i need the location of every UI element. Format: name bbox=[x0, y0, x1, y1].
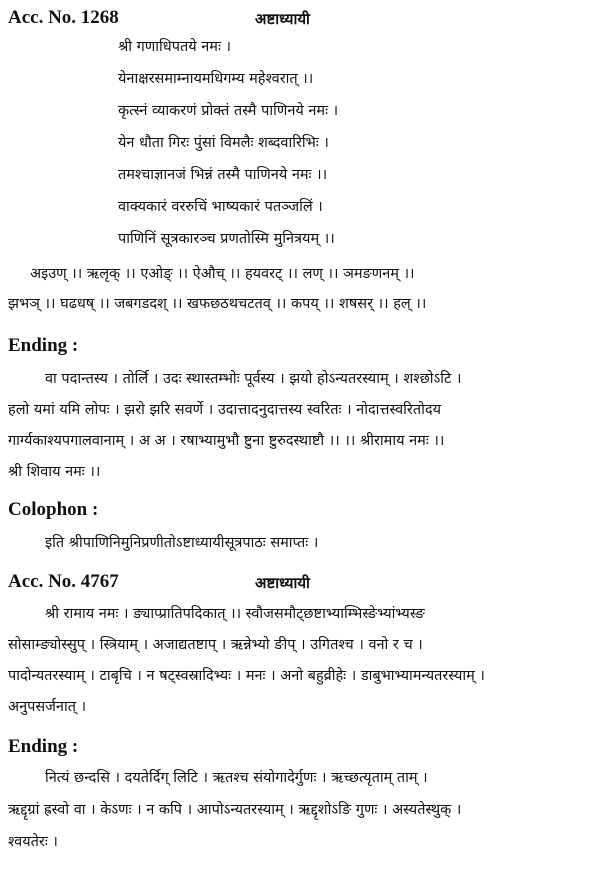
opening-line: पादोन्यतरस्याम् । टाबृचि । न षट्स्वस्रादिभ्यः । मनः । अनो बहुव्रीहेः । डाबुभाभ्यामन्यतरस्याम् । bbox=[8, 668, 485, 684]
colophon-text: इति श्रीपाणिनिमुनिप्रणीतोऽष्टाध्यायीसूत्रपाठः समाप्तः । bbox=[45, 535, 319, 551]
ending-line: ऋद्दृग्रां ह्रस्वो वा । केऽणः । न कपि । आपोऽन्यतरस्याम् । ऋद्दृशोऽङि गुणः । अस्यतेस्थुक् । bbox=[8, 802, 462, 818]
opening-line: श्री रामाय नमः । ङ्याप्प्रातिपदिकात् ।। स्वौजसमौट्छष्टाभ्याम्भिस्ङेभ्यांभ्यस्ङ bbox=[45, 606, 425, 622]
invocation-line: पाणिनिं सूत्रकारञ्च प्रणतोस्मि मुनित्रयम् ।। bbox=[118, 231, 335, 247]
ending-heading: Ending : bbox=[8, 335, 79, 356]
colophon-heading: Colophon : bbox=[8, 499, 99, 520]
ending-line: श्वयतेरः । bbox=[8, 834, 58, 850]
ending-line: नित्यं छन्दसि । दयतेर्दिग् लिटि । ऋतश्च संयोगादेर्गुणः । ऋच्छत्यृताम् ताम् । bbox=[45, 770, 428, 786]
ending-line: श्री शिवाय नमः ।। bbox=[8, 464, 101, 480]
ending-line: वा पदान्तस्य । तोर्लि । उदः स्थास्तम्भोः पूर्वस्य । झयो होऽन्यतरस्याम् । शश्छोऽटि । bbox=[45, 371, 462, 387]
accession-number: Acc. No. 1268 bbox=[8, 7, 119, 28]
invocation-line: तमश्चाज्ञानजं भिन्नं तस्मै पाणिनये नमः ।। bbox=[118, 167, 328, 183]
invocation-line: येनाक्षरसमाम्नायमधिगम्य महेश्वरात् ।। bbox=[118, 71, 314, 87]
opening-line: सोसाम्ङ्योस्सुप् । स्त्रियाम् । अजाद्यतष्टाप् । ऋन्नेभ्यो ङीप् । उगितश्च । वनो र च । bbox=[8, 637, 423, 653]
work-title: अष्टाध्यायी bbox=[255, 10, 310, 28]
ending-line: गार्ग्यकाश्यपगालवानाम् । अ अ । रषाभ्यामुभौ ष्टुना ष्टुरुदस्थाष्टौ ।। ।। श्रीरामाय नमः ।। bbox=[8, 433, 445, 449]
invocation-line: वाक्यकारं वररुचिं भाष्यकारं पतञ्जलिं । bbox=[118, 199, 323, 215]
invocation-line: येन धौता गिरः पुंसां विमलैः शब्दवारिभिः । bbox=[118, 135, 329, 151]
invocation-line: श्री गणाधिपतये नमः । bbox=[118, 39, 231, 55]
ending-line: हलो यमां यमि लोपः । झरो झरि सवर्णे । उदात्तादनुदात्तस्य स्वरितः । नोदात्तस्वरितोदय bbox=[8, 402, 441, 418]
opening-line: अनुपसर्जनात् । bbox=[8, 699, 87, 715]
sutra-line: झभञ् ।। घढधष् ।। जबगडदश् ।। खफछठथचटतव् ।। कपय् ।। शषसर् ।। हल् ।। bbox=[8, 296, 427, 312]
invocation-line: कृत्स्नं व्याकरणं प्रोक्तं तस्मै पाणिनये नमः । bbox=[118, 103, 339, 119]
sutra-line: अइउण् ।। ऋलृक् ।। एओङ् ।। ऐऔच् ।। हयवरट् ।। लण् ।। ञमङणनम् ।। bbox=[30, 266, 415, 282]
ending-heading: Ending : bbox=[8, 736, 79, 757]
accession-number: Acc. No. 4767 bbox=[8, 571, 119, 592]
work-title: अष्टाध्यायी bbox=[255, 574, 310, 592]
